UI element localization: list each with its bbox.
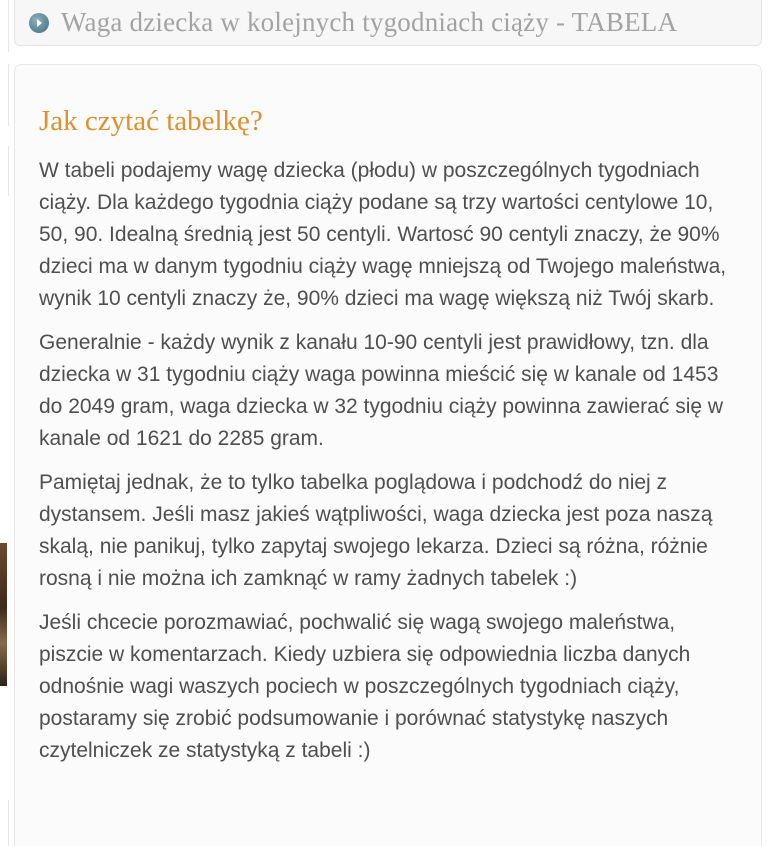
paragraph: Jeśli chcecie porozmawiać, pochwalić się wagą swojego maleństwa, piszcie w komentarzach. Kiedy uzbiera się odpowiednia liczba danych odnośnie wagi waszych pociech w poszczególnych tygodniach ciąży, postaramy się zrobić podsumowanie i porównać statystykę naszych czytelniczek ze statystyką z tabeli :) <box>39 611 691 762</box>
paragraph: Pamiętaj jednak, że to tylko tabelka poglądowa i podchodź do niej z dystansem. Jeśli masz jakieś wątpliwości, waga dziecka jest poza naszą skalą, nie panikuj, tylko zapytaj swojego lekarza. Dzieci są różna, różnie rosną i nie można ich zamknąć w ramy żadnych tabelek :) <box>39 471 713 590</box>
section-heading: Jak czytać tabelkę? <box>39 105 263 137</box>
left-edge-panel <box>0 146 9 196</box>
paragraph: W tabeli podajemy wagę dziecka (płodu) w poszczególnych tygodniach ciąży. Dla każdego tygodnia ciąży podane są trzy wartości centylowe 10, 50, 90. Idealną średnią jest 50 centyli. Wartosć 90 centyli znaczy, że 90% dzieci ma w danym tygodniu ciąży wagę mniejszą od Twojego maleństwa, wynik 10 centyli znaczy że, 90% dzieci ma wagę większą niż Twój skarb. <box>39 159 727 310</box>
arrow-bullet-icon <box>29 13 49 33</box>
article-title-bar[interactable] <box>14 0 762 46</box>
article-title[interactable]: Waga dziecka w kolejnych tygodniach ciąży - TABELA <box>61 7 678 37</box>
article-card <box>14 64 762 846</box>
left-edge-panel <box>0 0 9 52</box>
left-column-edge <box>0 0 10 846</box>
left-edge-thumbnail[interactable] <box>0 543 7 686</box>
left-edge-panel <box>0 800 9 846</box>
paragraph: Generalnie - każdy wynik z kanału 10-90 centyli jest prawidłowy, tzn. dla dziecka w 31 tygodniu ciąży waga powinna mieścić się w kanale od 1453 do 2049 gram, waga dziecka w 32 tygodniu ciąży powinna zawierać się w kanale od 1621 do 2285 gram. <box>39 331 724 450</box>
left-edge-panel <box>0 64 9 126</box>
